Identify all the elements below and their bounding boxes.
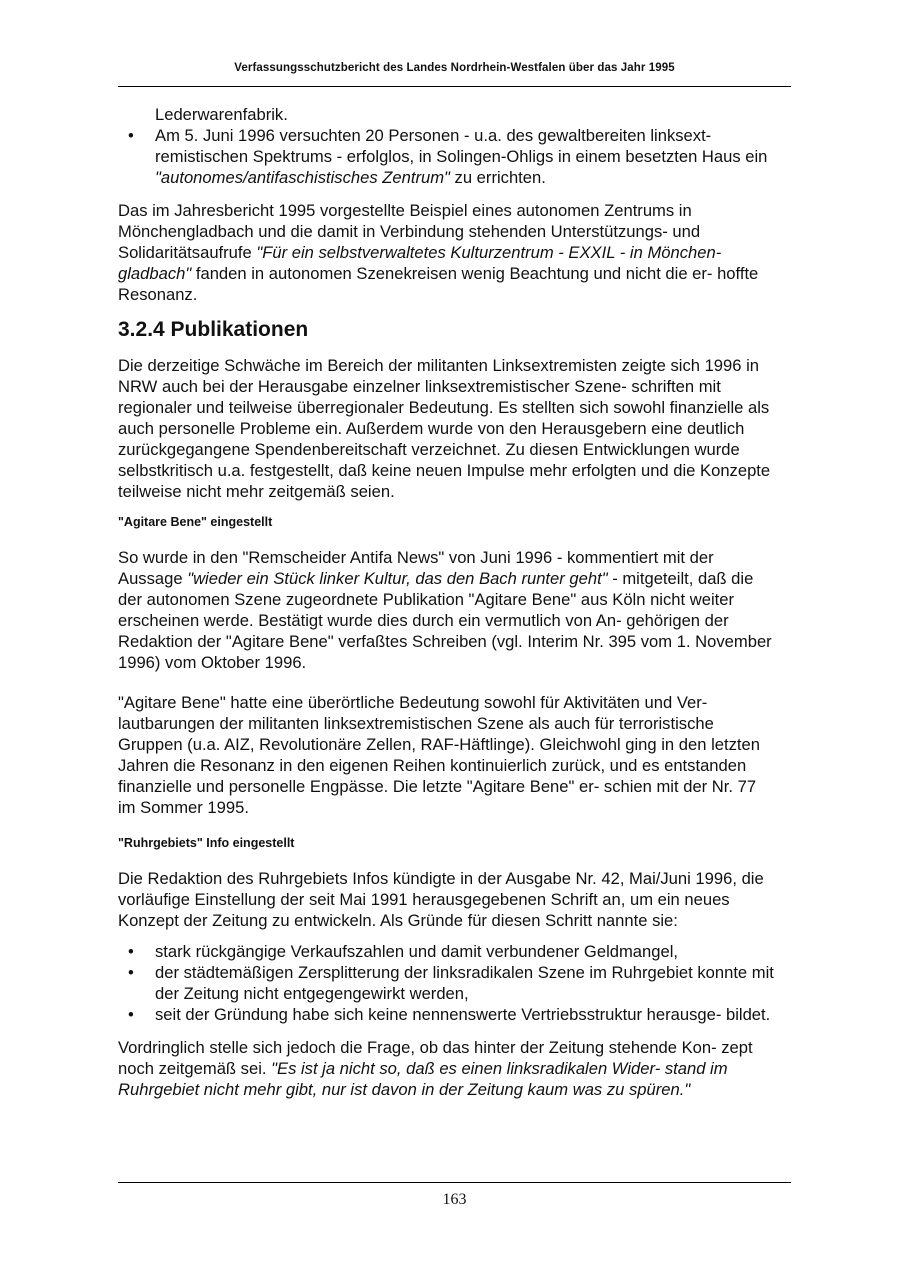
bullet-icon: •: [128, 963, 134, 982]
page-number: 163: [442, 1191, 467, 1208]
intro-paragraph: [118, 200, 778, 305]
bullet-text: seit der Gründung habe sich keine nennenswerte Vertriebsstruktur herausge- bildet.: [155, 1005, 771, 1024]
list-item: [118, 941, 778, 962]
section-paragraph: Die derzeitige Schwäche im Bereich der militanten Linksextremisten zeigte sich 1996 in NRW auch bei der Herausgabe einzelner linksextremistischer Szene- schriften mit regionaler und teilweise überregionaler Bedeutung. Es stellten sich sowohl finanzielle als auch personelle Probleme ein. Außerdem wurde von den Herausgebern eine deutlich zurückgegangene Spendenbereitschaft verzeichnet. Zu diesen Entwicklungen wurde selbstkritisch u.a. festgestellt, daß keine neuen Impulse mehr erfolgten und die Konzepte teilweise nicht mehr zeitgemäß seien.: [118, 356, 771, 501]
paragraph-text-end: - mitgeteilt, daß die der autonomen Szene zugeordnete Publikation "Agitare Bene" aus Köln nicht weiter erscheinen werde. Bestätigt wurde dies durch ein vermutlich von An- gehörigen der Redaktion der "Agitare Bene" verfaßtes Schreiben (vgl. Interim Nr. 395 vom 1. November 1996) vom Oktober 1996.: [118, 569, 772, 672]
intro-bullet-list: [118, 125, 778, 188]
bullet-quote: "autonomes/antifaschistisches Zentrum": [155, 168, 450, 187]
ruhrgebiet-paragraph-1: Die Redaktion des Ruhrgebiets Infos kündigte in der Ausgabe Nr. 42, Mai/Juni 1996, die vorläufige Einstellung der seit Mai 1991 herausgegebenen Schrift an, um ein neues Konzept der Zeitung zu entwickeln. Als Gründe für diesen Schritt nannte sie:: [118, 869, 764, 930]
list-item: [118, 125, 778, 188]
bullet-text: Am 5. Juni 1996 versuchten 20 Personen - u.a. des gewaltbereiten linksext- remistischen Spektrums - erfolglos, in Solingen-Ohligs in einem besetzten Haus ein: [155, 126, 768, 166]
paragraph-quote: "wieder ein Stück linker Kultur, das den Bach runter geht": [187, 569, 608, 588]
ruhrgebiet-paragraph-2: [118, 1037, 778, 1100]
paragraph-text: Das im Jahresbericht 1995 vorgestellte Beispiel eines autonomen Zentrums in Mönchengladbach und die damit in Verbindung stehenden Unterstützungs- und Solidaritätsaufrufe: [118, 201, 701, 262]
header-rule: [118, 86, 791, 87]
page-body: [118, 104, 778, 1112]
running-header: Verfassungsschutzbericht des Landes Nordrhein-Westfalen über das Jahr 1995: [234, 62, 675, 74]
bullet-text-end: zu errichten.: [449, 168, 546, 187]
section-heading: 3.2.4 Publikationen: [118, 318, 309, 341]
ruhrgebiet-bullet-list: [118, 941, 778, 1025]
continued-line: Lederwarenfabrik.: [155, 105, 288, 124]
paragraph-quote: "Es ist ja nicht so, daß es einen linksradikalen Wider- stand im Ruhrgebiet nicht mehr gibt, nur ist davon in der Zeitung kaum was zu spüren.": [118, 1059, 728, 1099]
footer-rule: [118, 1182, 791, 1183]
subheading-ruhrgebiet: "Ruhrgebiets" Info eingestellt: [118, 836, 295, 850]
paragraph-text: Vordringlich stelle sich jedoch die Frage, ob das hinter der Zeitung stehende Kon- zept noch zeitgemäß sei.: [118, 1038, 753, 1078]
bullet-text: der städtemäßigen Zersplitterung der linksradikalen Szene im Ruhrgebiet konnte mit der Zeitung nicht entgegengewirkt werden,: [155, 963, 774, 1003]
agitare-paragraph-1: [118, 547, 778, 673]
bullet-icon: •: [128, 942, 134, 961]
paragraph-quote: "Für ein selbstverwaltetes Kulturzentrum - EXXIL - in Mönchen- gladbach": [118, 243, 722, 283]
subheading-agitare: "Agitare Bene" eingestellt: [118, 515, 273, 529]
bullet-icon: •: [128, 1005, 134, 1024]
list-item: [118, 962, 778, 1004]
bullet-text: stark rückgängige Verkaufszahlen und damit verbundener Geldmangel,: [155, 942, 679, 961]
bullet-icon: •: [128, 126, 134, 145]
paragraph-text-end: fanden in autonomen Szenekreisen wenig Beachtung und nicht die er- hoffte Resonanz.: [118, 264, 759, 304]
agitare-paragraph-2: "Agitare Bene" hatte eine überörtliche Bedeutung sowohl für Aktivitäten und Ver- lautbarungen der militanten linksextremistischen Szene als auch für terroristische Gruppen (u.a. AIZ, Revolutionäre Zellen, RAF-Häftlinge). Gleichwohl ging in den letzten Jahren die Resonanz in den eigenen Reihen kontinuierlich zurück, und es entstanden finanzielle und personelle Engpässe. Die letzte "Agitare Bene" er- schien mit der Nr. 77 im Sommer 1995.: [118, 693, 760, 817]
list-item: [118, 1004, 778, 1025]
paragraph-text: So wurde in den "Remscheider Antifa News" von Juni 1996 - kommentiert mit der Aussage: [118, 548, 714, 588]
